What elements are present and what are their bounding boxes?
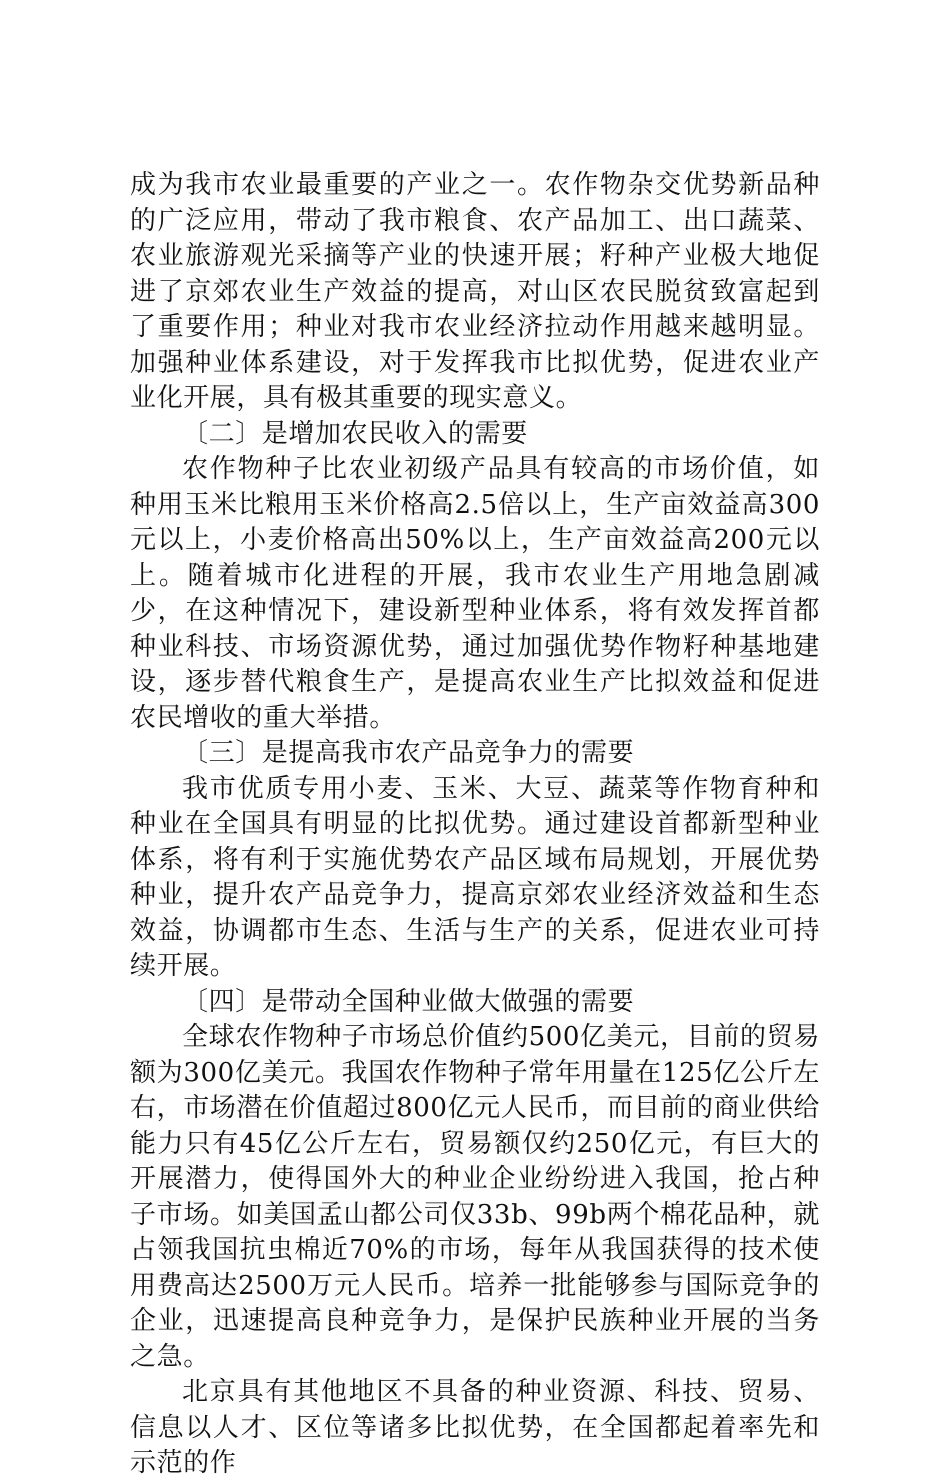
document-body	[130, 168, 820, 1482]
paragraph-continued: 成为我市农业最重要的产业之一。农作物杂交优势新品种的广泛应用，带动了我市粮食、农产品加工、出口蔬菜、农业旅游观光采摘等产业的快速开展；籽种产业极大地促进了京郊农业生产效益的提高，对山区农民脱贫致富起到了重要作用；种业对我市农业经济拉动作用越来越明显。加强种业体系建设，对于发挥我市比拟优势，促进农业产业化开展，具有极其重要的现实意义。	[130, 170, 820, 413]
paragraph-farmer-income: 农作物种子比农业初级产品具有较高的市场价值，如种用玉米比粮用玉米价格高2.5倍以上，生产亩效益高300元以上，小麦价格高出50%以上，生产亩效益高200元以上。随着城市化进程的开展，我市农业生产用地急剧减少，在这种情况下，建设新型种业体系，将有效发挥首都种业科技、市场资源优势，通过加强优势作物籽种基地建设，逐步替代粮食生产，是提高农业生产比拟效益和促进农民增收的重大举措。	[130, 454, 820, 733]
section-heading-4: 〔四〕是带动全国种业做大做强的需要	[182, 986, 635, 1017]
section-heading-2: 〔二〕是增加农民收入的需要	[182, 418, 528, 449]
paragraph-beijing-advantages: 北京具有其他地区不具备的种业资源、科技、贸易、信息以人才、区位等诸多比拟优势，在全国都起着率先和示范的作	[130, 1377, 820, 1478]
paragraph-competitiveness: 我市优质专用小麦、玉米、大豆、蔬菜等作物育种和种业在全国具有明显的比拟优势。通过建设首都新型种业体系，将有利于实施优势农产品区域布局规划，开展优势种业，提升农产品竞争力，提高京郊农业经济效益和生态效益，协调都市生态、生活与生产的关系，促进农业可持续开展。	[130, 773, 820, 981]
section-heading-3: 〔三〕是提高我市农产品竞争力的需要	[182, 738, 635, 768]
paragraph-national-seed-industry: 全球农作物种子市场总价值约500亿美元，目前的贸易额为300亿美元。我国农作物种子常年用量在125亿公斤左右，市场潜在价值超过800亿元人民币，而目前的商业供给能力只有45亿公斤左右，贸易额仅约250亿元，有巨大的开展潜力，使得国外大的种业企业纷纷进入我国，抢占种子市场。如美国孟山都公司仅33b、99b两个棉花品种，就占领我国抗虫棉近70%的市场，每年从我国获得的技术使用费高达2500万元人民币。培养一批能够参与国际竞争的企业，迅速提高良种竞争力，是保护民族种业开展的当务之急。	[130, 1022, 820, 1372]
